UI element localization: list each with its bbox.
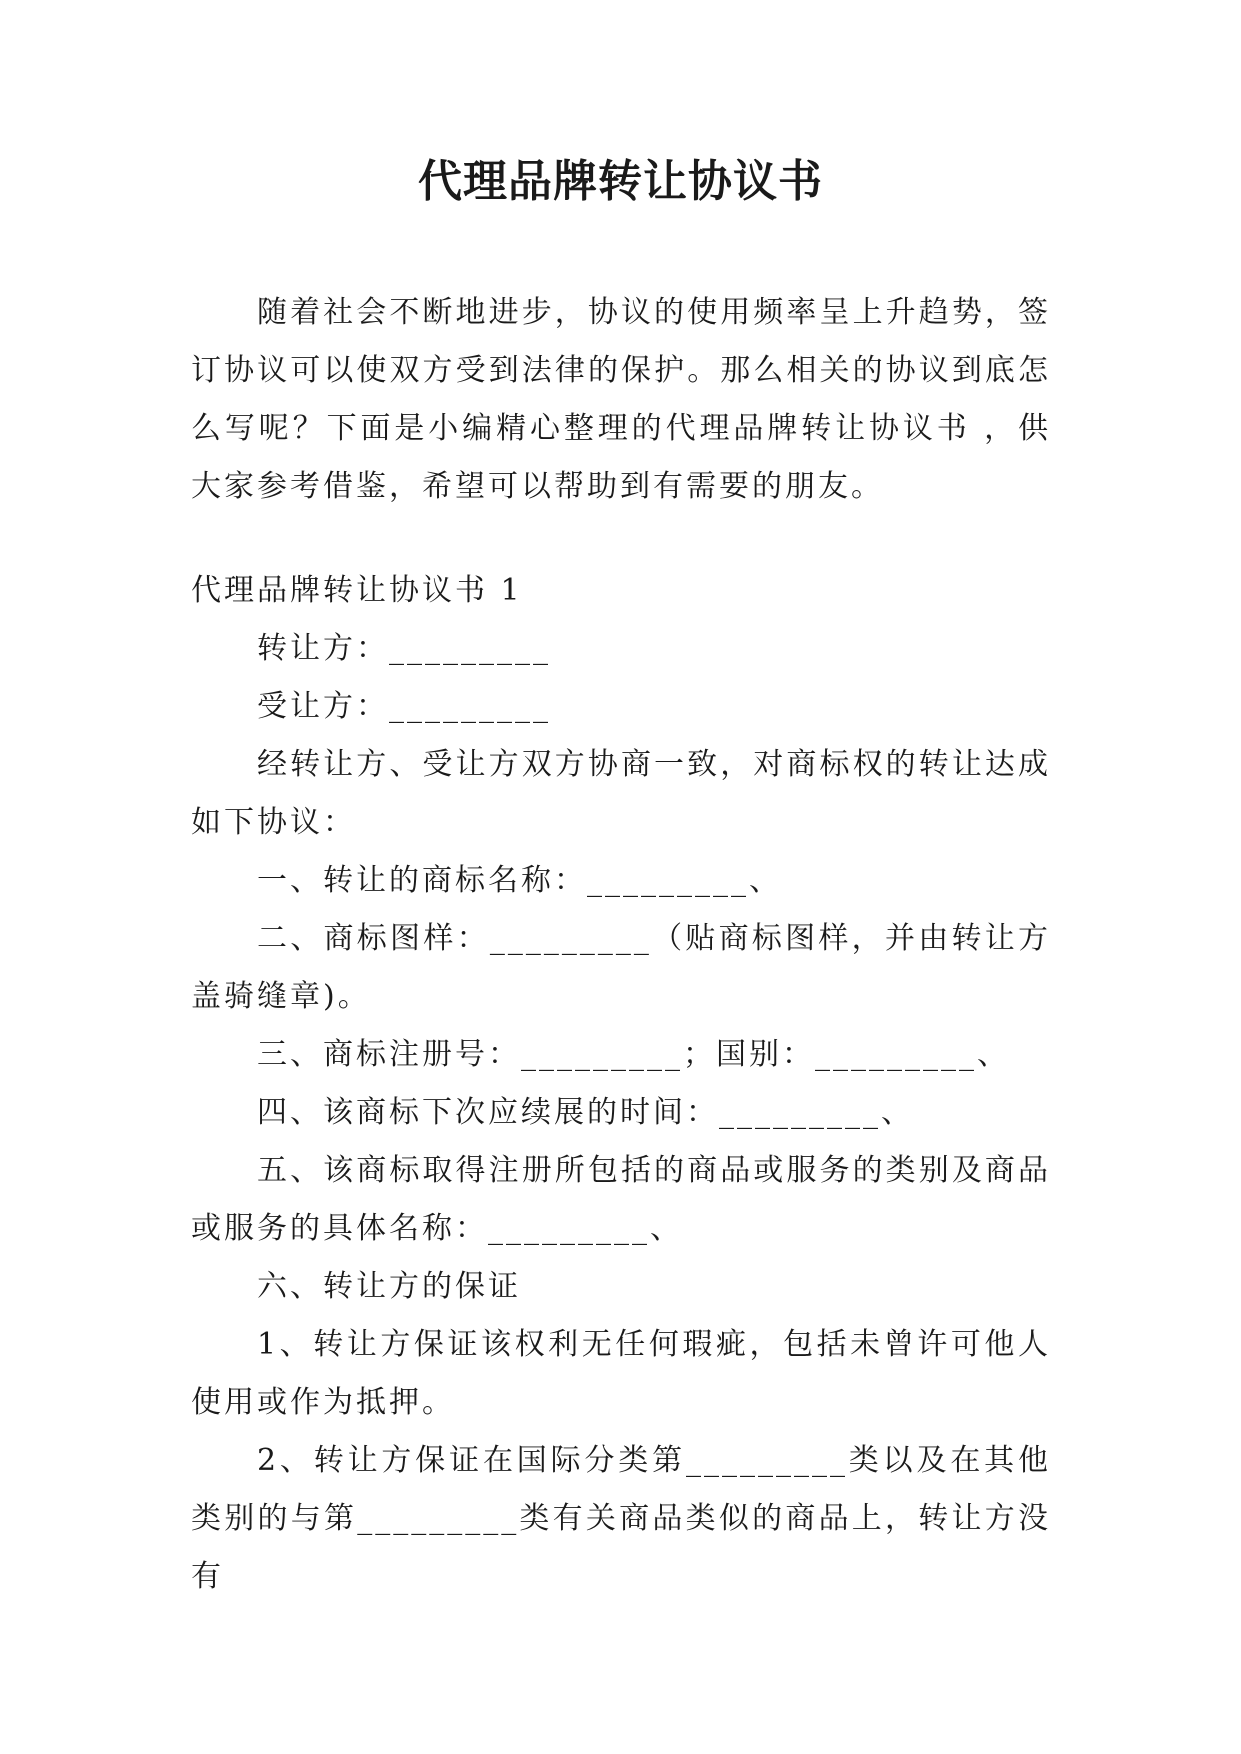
section-heading: 代理品牌转让协议书 1: [191, 573, 523, 608]
item-trademark-name: 一、转让的商标名称：_________、: [257, 863, 782, 898]
item-goods-services: 五、该商标取得注册所包括的商品或服务的类别及商品或服务的具体名称：_________、: [191, 1153, 1051, 1246]
transferee-line: 受让方：_________: [257, 689, 551, 724]
preamble-paragraph: 经转让方、受让方双方协商一致，对商标权的转让达成如下协议：: [191, 747, 1051, 840]
item-registration-number: 三、商标注册号：_________；国别：_________、: [257, 1037, 1010, 1072]
intro-paragraph: 随着社会不断地进步，协议的使用频率呈上升趋势，签订协议可以使双方受到法律的保护。那么相关的协议到底怎么写呢？下面是小编精心整理的代理品牌转让协议书 ，供大家参考借鉴，希望可以帮助到有需要的朋友。: [191, 295, 1051, 504]
item-renewal-time: 四、该商标下次应续展的时间：_________、: [257, 1095, 914, 1130]
document-title: 代理品牌转让协议书: [418, 156, 823, 207]
clause-paragraph: 1、转让方保证该权利无任何瑕疵，包括未曾许可他人使用或作为抵押。: [191, 1327, 1051, 1420]
item-warranty-heading: 六、转让方的保证: [257, 1269, 521, 1304]
item-trademark-design: 二、商标图样：_________（贴商标图样，并由转让方盖骑缝章)。: [191, 921, 1051, 1014]
clause-paragraph: 2、转让方保证在国际分类第_________类以及在其他类别的与第_________类有关商品类似的商品上，转让方没有: [191, 1443, 1051, 1594]
document-body: [191, 284, 1051, 1606]
transferor-line: 转让方：_________: [257, 631, 551, 666]
